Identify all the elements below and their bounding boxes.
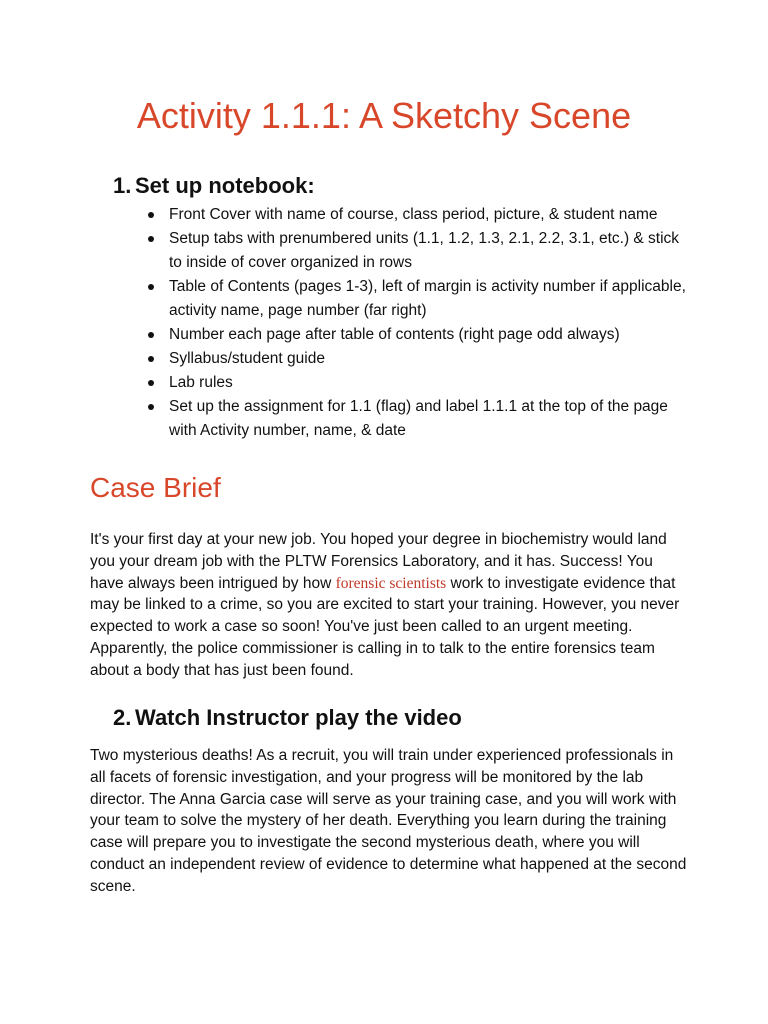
bullet-icon [148,380,154,386]
section-number: 2. [113,705,132,730]
forensic-scientists-link[interactable]: forensic scientists [335,574,447,592]
bullet-icon [148,356,154,362]
list-item [145,227,690,275]
case-brief-heading: Case Brief [90,472,221,503]
list-item [145,395,690,443]
list-item-text: Number each page after table of contents (right page odd always) [169,326,620,343]
case-brief-text-end: work to investigate evidence that may be linked to a crime, so you are excited to start your training. However, you never expected to work a case so soon! You've just been called to an urgent meeting. Apparently, the police commissioner is calling in to talk to the entire forensics team about a body that has just been found. [90,574,680,679]
section-heading-text: Set up notebook: [135,173,315,198]
page-title: Activity 1.1.1: A Sketchy Scene [136,95,632,136]
list-item [145,371,690,395]
section-heading-watch-video [113,704,462,732]
setup-bullet-list [145,203,690,443]
section-number: 1. [113,173,132,198]
list-item [145,347,690,371]
list-item-text: Table of Contents (pages 1-3), left of margin is activity number if applicable, activity name, page number (far right) [169,278,686,319]
list-item-text: Setup tabs with prenumbered units (1.1, 1.2, 1.3, 2.1, 2.2, 3.1, etc.) & stick to inside of cover organized in rows [169,230,680,271]
case-brief-text-start: It's your first day at your new job. You hoped your degree in biochemistry would land you your dream job with the PLTW Forensics Laboratory, and it has. Success! You have always been intrigued by how [90,531,667,592]
bullet-icon [148,284,154,290]
list-item [145,275,690,323]
list-item-text: Front Cover with name of course, class period, picture, & student name [169,206,658,223]
list-item-text: Syllabus/student guide [169,350,325,367]
case-brief-paragraph [90,529,690,682]
section-heading-setup-notebook [113,172,315,200]
list-item [145,203,690,227]
list-item-text: Set up the assignment for 1.1 (flag) and label 1.1.1 at the top of the page with Activity number, name, & date [169,398,668,439]
bullet-icon [148,212,154,218]
list-item [145,323,690,347]
section-heading-text: Watch Instructor play the video [135,705,462,730]
bullet-icon [148,236,154,242]
bullet-icon [148,404,154,410]
bullet-icon [148,332,154,338]
list-item-text: Lab rules [169,374,233,391]
video-paragraph: Two mysterious deaths! As a recruit, you will train under experienced professionals in all facets of forensic investigation, and your progress will be monitored by the lab director. The Anna Garcia case will serve as your training case, and you will work with your team to solve the mystery of her death. Everything you learn during the training case will prepare you to investigate the second mysterious death, where you will conduct an independent review of evidence to determine what happened at the second scene. [90,747,687,895]
